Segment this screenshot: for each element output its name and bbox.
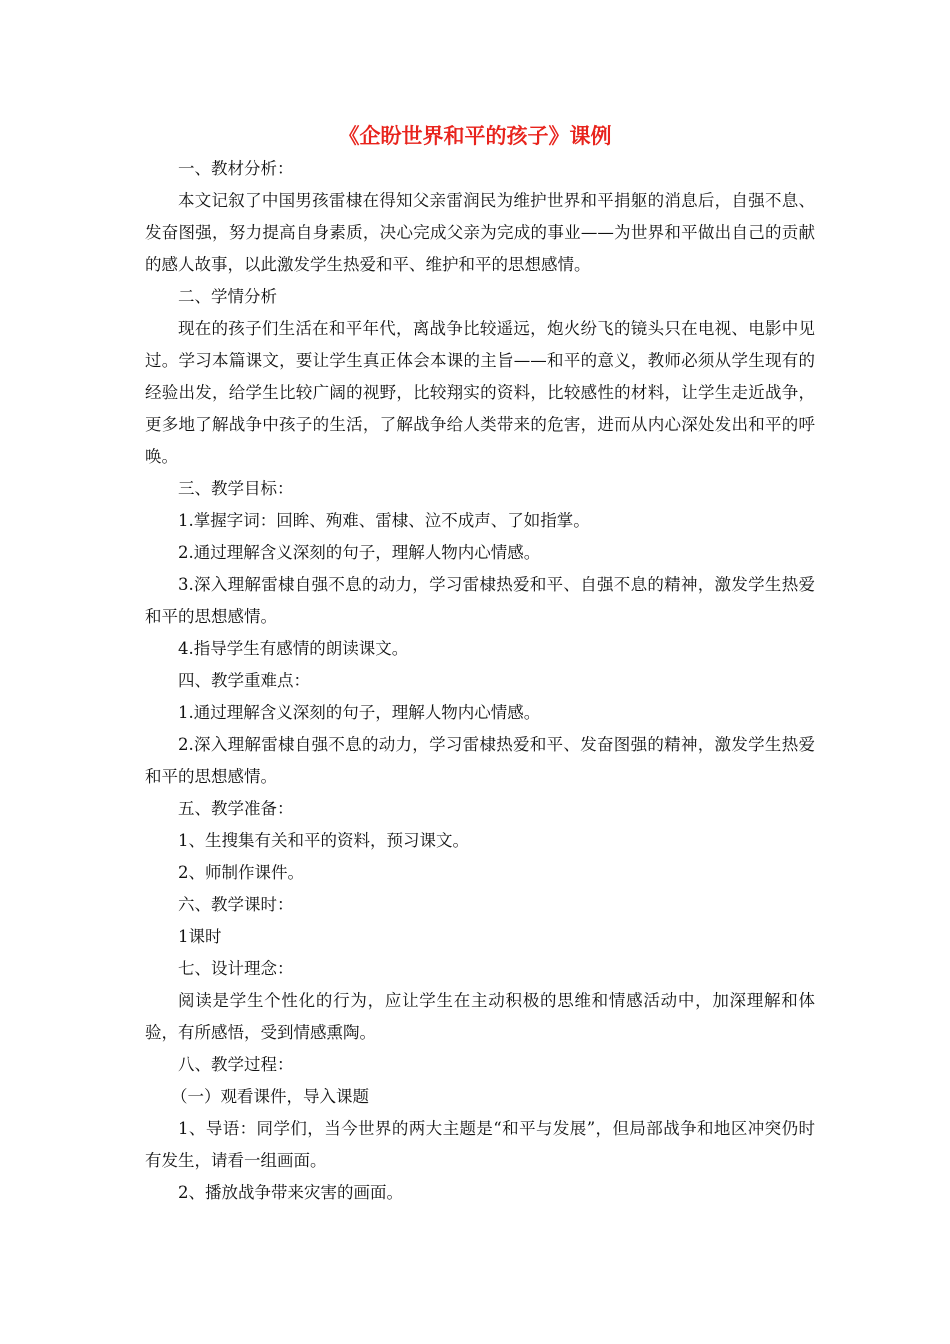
paragraph-design-concept: 阅读是学生个性化的行为，应让学生在主动积极的思维和情感活动中，加深理解和体验，有所感悟，受到情感熏陶。 <box>145 991 815 1042</box>
key-point-item-2: 2.深入理解雷棣自强不息的动力，学习雷棣热爱和平、发奋图强的精神，激发学生热爱和平的思想感情。 <box>145 735 815 786</box>
document-body <box>145 153 815 1209</box>
section-heading-teaching-goals: 三、教学目标： <box>178 479 294 498</box>
process-step-heading-1: （一）观看课件，导入课题 <box>171 1087 369 1106</box>
preparation-item-2: 2、师制作课件。 <box>178 863 304 882</box>
goal-item-3: 3.深入理解雷棣自强不息的动力，学习雷棣热爱和平、自强不息的精神，激发学生热爱和平的思想感情。 <box>145 575 815 626</box>
goal-item-2: 2.通过理解含义深刻的句子，理解人物内心情感。 <box>178 543 541 562</box>
key-point-item-1: 1.通过理解含义深刻的句子，理解人物内心情感。 <box>178 703 541 722</box>
section-heading-textbook-analysis: 一、教材分析： <box>178 159 294 178</box>
goal-item-1: 1.掌握字词：回眸、殉难、雷棣、泣不成声、了如指掌。 <box>178 511 590 530</box>
document-title: 《企盼世界和平的孩子》课例 <box>338 124 612 148</box>
section-heading-preparation: 五、教学准备： <box>178 799 294 818</box>
section-heading-key-points: 四、教学重难点： <box>178 671 310 690</box>
goal-item-4: 4.指导学生有感情的朗读课文。 <box>178 639 409 658</box>
preparation-item-1: 1、生搜集有关和平的资料，预习课文。 <box>178 831 469 850</box>
paragraph-textbook-analysis: 本文记叙了中国男孩雷棣在得知父亲雷润民为维护世界和平捐躯的消息后，自强不息、发奋图强，努力提高自身素质，决心完成父亲为完成的事业——为世界和平做出自己的贡献的感人故事，以此激发学生热爱和平、维护和平的思想感情。 <box>145 191 815 274</box>
class-hours-value: 1课时 <box>178 927 222 946</box>
section-heading-student-analysis: 二、学情分析 <box>178 287 277 306</box>
paragraph-student-analysis: 现在的孩子们生活在和平年代，离战争比较遥远，炮火纷飞的镜头只在电视、电影中见过。学习本篇课文，要让学生真正体会本课的主旨——和平的意义，教师必须从学生现有的经验出发，给学生比较广阔的视野，比较翔实的资料，比较感性的材料，让学生走近战争，更多地了解战争中孩子的生活，了解战争给人类带来的危害，进而从内心深处发出和平的呼唤。 <box>145 319 815 466</box>
section-heading-teaching-process: 八、教学过程： <box>178 1055 294 1074</box>
process-step-item-2: 2、播放战争带来灾害的画面。 <box>178 1183 403 1202</box>
process-step-item-1: 1、导语：同学们，当今世界的两大主题是“和平与发展”，但局部战争和地区冲突仍时有发生，请看一组画面。 <box>145 1119 815 1170</box>
section-heading-class-hours: 六、教学课时： <box>178 895 294 914</box>
section-heading-design-concept: 七、设计理念： <box>178 959 294 978</box>
